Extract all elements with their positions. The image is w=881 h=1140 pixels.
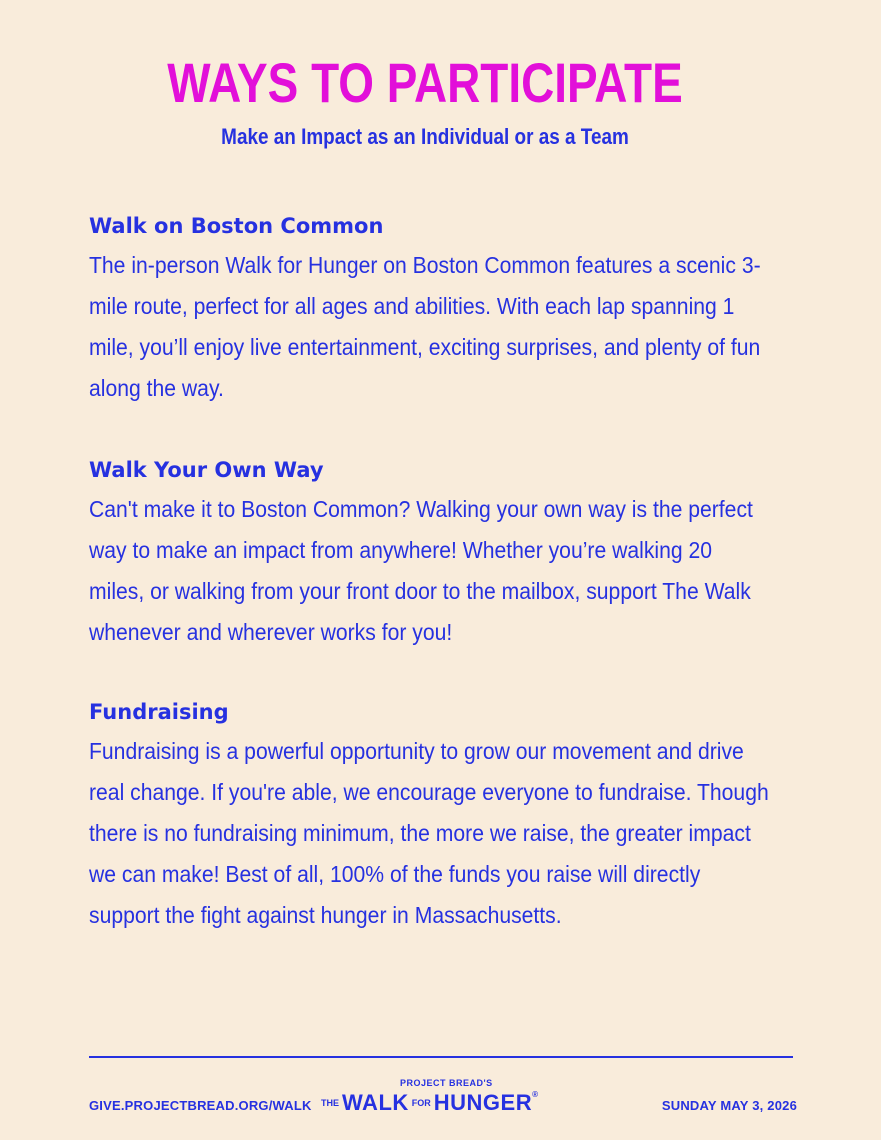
section-walk-boston-common — [89, 214, 789, 409]
section-heading: Walk on Boston Common — [89, 214, 384, 238]
section-fundraising — [89, 700, 789, 936]
footer-divider — [89, 1056, 793, 1058]
logo-for: FOR — [411, 1098, 431, 1108]
section-body: Can't make it to Boston Common? Walking your own way is the perfect way to make an impact from anywhere! Whether you’re walking 20 miles, or walking from your front door to the mailbox, support The Walk whenever and wherever works for you! — [89, 496, 753, 646]
footer-event-date: SUNDAY MAY 3, 2026 — [661, 1098, 797, 1113]
section-heading: Fundraising — [89, 700, 229, 724]
logo-top-text: PROJECT BREAD'S — [400, 1078, 493, 1088]
section-walk-your-own-way — [89, 458, 789, 653]
page-title: WAYS TO PARTICIPATE — [167, 51, 683, 114]
walk-for-hunger-logo — [318, 1078, 568, 1122]
section-body: Fundraising is a powerful opportunity to grow our movement and drive real change. If you're able, we encourage everyone to fundraise. Though there is no fundraising minimum, the more we raise, the greater impact we can make! Best of all, 100% of the funds you raise will directly support the fight against hunger in Massachusetts. — [89, 738, 769, 929]
footer-url-link[interactable]: GIVE.PROJECTBREAD.ORG/WALK — [89, 1098, 312, 1113]
logo-the: THE — [321, 1098, 339, 1108]
section-heading: Walk Your Own Way — [89, 458, 324, 482]
section-body: The in-person Walk for Hunger on Boston Common features a scenic 3-mile route, perfect for all ages and abilities. With each lap spanning 1 mile, you’ll enjoy live entertainment, exciting surprises, and plenty of fun along the way. — [89, 252, 761, 402]
logo-walk: WALK — [342, 1090, 409, 1115]
logo-main-text — [318, 1090, 538, 1116]
logo-hunger: HUNGER — [433, 1090, 533, 1115]
logo-registered-mark: ® — [532, 1090, 539, 1099]
page-subtitle: Make an Impact as an Individual or as a Team — [221, 124, 629, 149]
